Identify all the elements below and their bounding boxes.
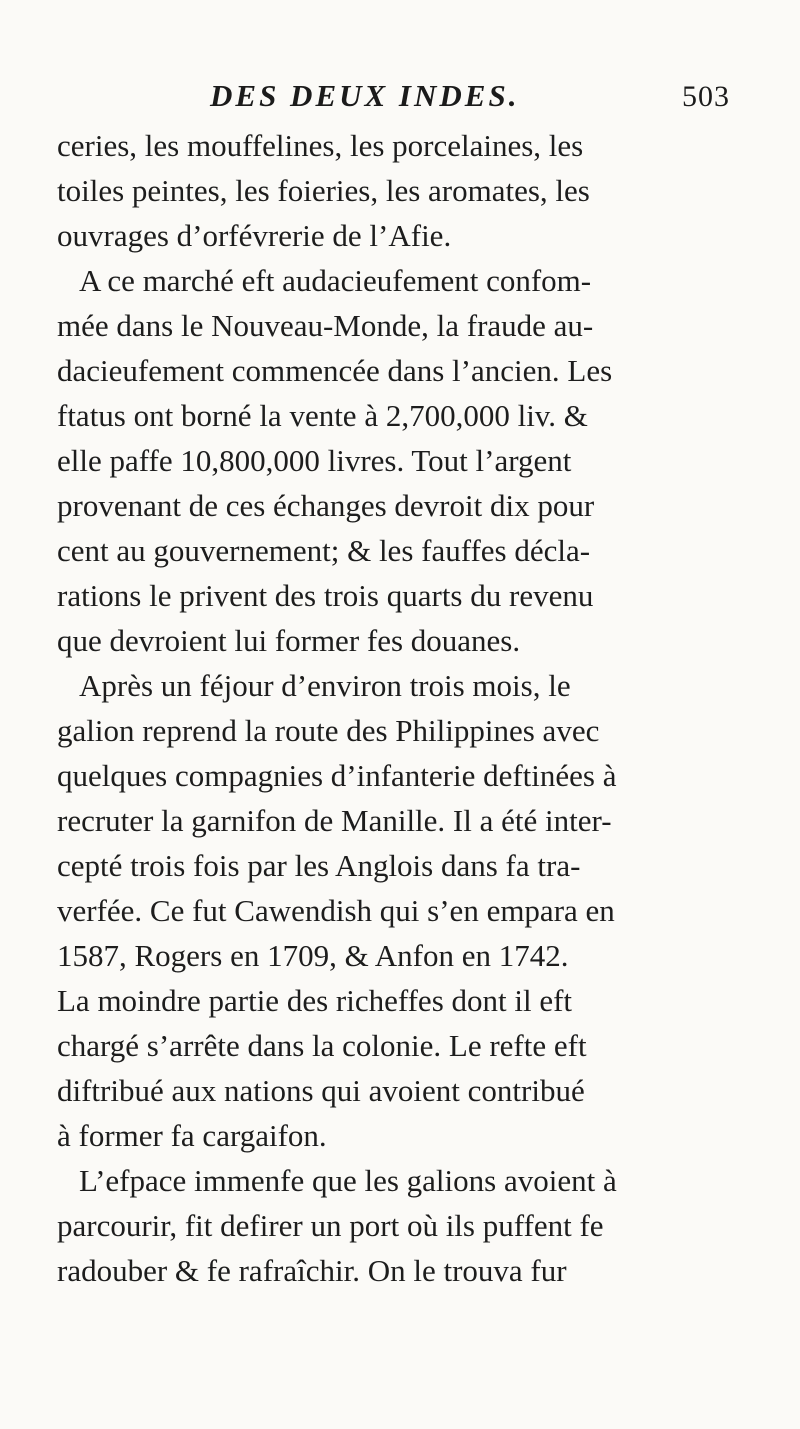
text-line: que devroient lui former fes douanes. [57, 623, 521, 658]
text-line: galion reprend la route des Philippines avec [57, 713, 600, 748]
text-line: ouvrages d’orfévrerie de l’Afie. [57, 218, 452, 253]
text-line: quelques compagnies d’infanterie deftinées à [57, 758, 617, 793]
text-line: L’efpace immenfe que les galions avoient à [79, 1163, 617, 1198]
text-line: cent au gouvernement; & les fauffes décla- [57, 533, 591, 568]
text-line: A ce marché eft audacieufement confom- [79, 263, 592, 298]
text-line: provenant de ces échanges devroit dix pour [57, 488, 595, 523]
text-line: parcourir, fit defirer un port où ils puffent fe [57, 1208, 604, 1243]
text-line: mée dans le Nouveau-Monde, la fraude au- [57, 308, 594, 343]
text-line: toiles peintes, les foieries, les aromates, les [57, 173, 590, 208]
text-line: chargé s’arrête dans la colonie. Le refte eft [57, 1028, 587, 1063]
text-line: cepté trois fois par les Anglois dans fa tra- [57, 848, 581, 883]
text-line: diftribué aux nations qui avoient contribué [57, 1073, 585, 1108]
text-line: recruter la garnifon de Manille. Il a été inter- [57, 803, 612, 838]
running-title: DES DEUX INDES. [210, 78, 520, 113]
text-line: La moindre partie des richeffes dont il eft [57, 983, 573, 1018]
text-line: rations le privent des trois quarts du revenu [57, 578, 594, 613]
text-line: ftatus ont borné la vente à 2,700,000 liv. & [57, 398, 588, 433]
text-line: verfée. Ce fut Cawendish qui s’en empara en [57, 893, 615, 928]
text-line: à former fa cargaifon. [57, 1118, 327, 1153]
text-line: ceries, les mouffelines, les porcelaines, les [57, 128, 584, 163]
text-line: Après un féjour d’environ trois mois, le [79, 668, 571, 703]
page-number: 503 [682, 80, 730, 113]
text-line: radouber & fe rafraîchir. On le trouva fur [57, 1253, 567, 1288]
text-line: elle paffe 10,800,000 livres. Tout l’argent [57, 443, 572, 478]
text-line: dacieufement commencée dans l’ancien. Les [57, 353, 613, 388]
text-line: 1587, Rogers en 1709, & Anfon en 1742. [57, 938, 569, 973]
